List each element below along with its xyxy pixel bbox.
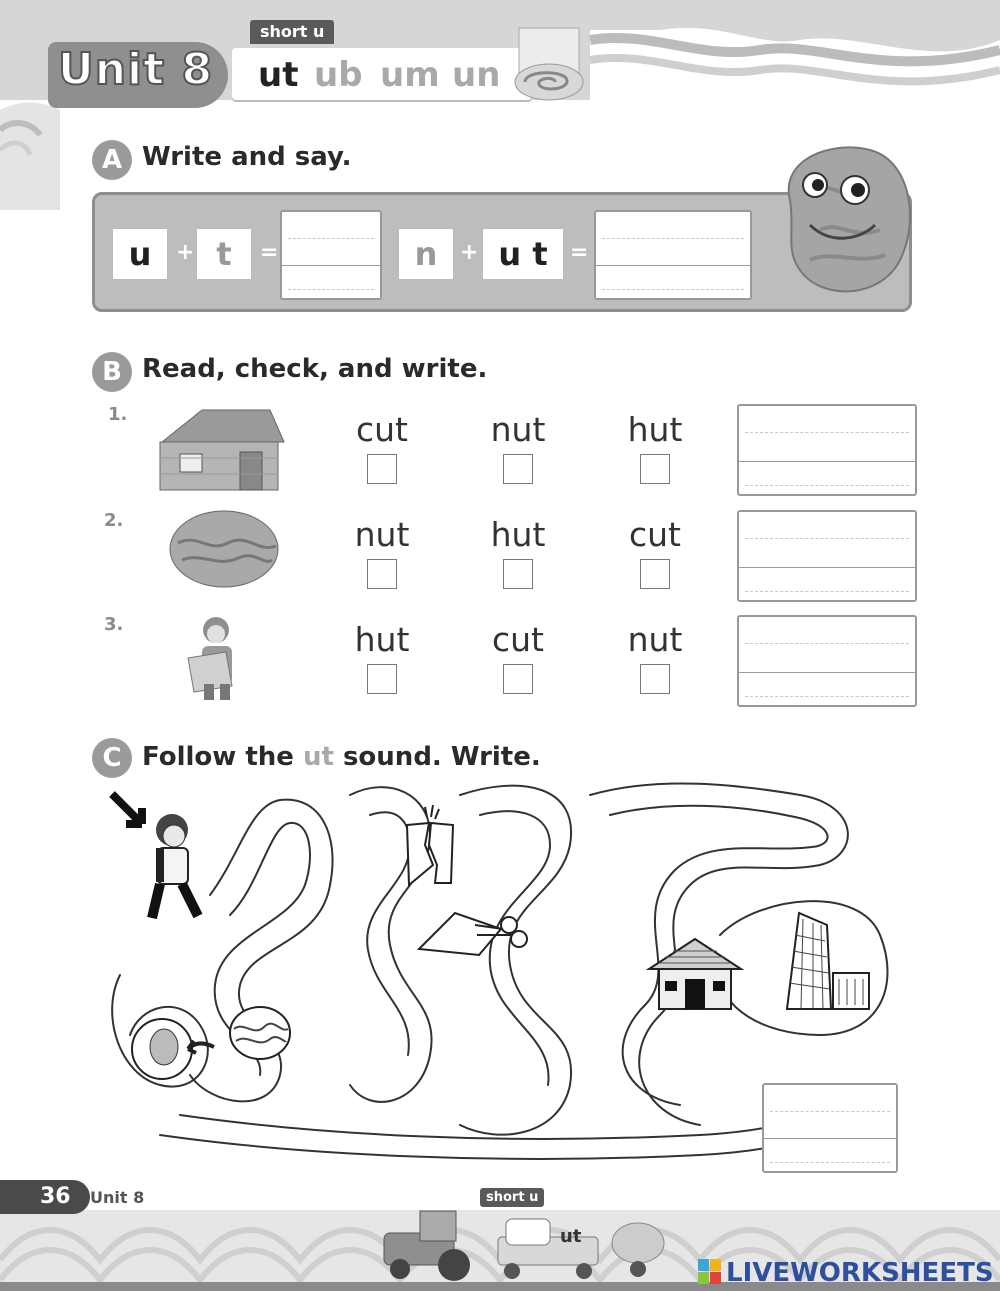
phonics-un: un — [452, 55, 501, 95]
liveworksheets-watermark: LIVEWORKSHEETS — [726, 1258, 994, 1288]
equals-sign: = — [570, 240, 589, 265]
phonics-tag: short u — [250, 20, 334, 44]
letter-tile-n: n — [398, 228, 454, 280]
answer-box-b2[interactable] — [737, 510, 917, 602]
phonics-um: um — [380, 55, 440, 95]
section-c-title — [142, 742, 541, 772]
checkbox[interactable] — [640, 454, 670, 484]
phonics-ut: ut — [258, 55, 299, 95]
walnut-mascot-icon — [770, 140, 920, 310]
nut-cracked-icon — [128, 995, 298, 1085]
footer-phonics-tag: short u — [480, 1188, 544, 1207]
hut-maze-icon — [645, 935, 745, 1015]
liveworksheets-logo-icon — [697, 1258, 723, 1286]
footer-sound: ut — [560, 1226, 582, 1247]
answer-box-c[interactable] — [762, 1083, 898, 1173]
section-b-badge: B — [92, 352, 132, 392]
checkbox[interactable] — [367, 664, 397, 694]
hut-picture-icon — [152, 402, 287, 494]
word-option: cut — [492, 620, 544, 659]
word-option: cut — [629, 515, 681, 554]
footer-unit-label: Unit 8 — [90, 1188, 145, 1207]
word-option: hut — [627, 410, 683, 449]
scissors-cutting-paper-icon — [415, 905, 530, 960]
letter-tile-u: u — [112, 228, 168, 280]
page-number: 36 — [40, 1184, 71, 1209]
checkbox[interactable] — [503, 559, 533, 589]
row-number: 2. — [104, 510, 124, 531]
checkbox[interactable] — [503, 664, 533, 694]
plus-sign: + — [176, 240, 195, 265]
word-option: nut — [354, 515, 410, 554]
boy-start-icon — [108, 790, 213, 930]
plus-sign: + — [460, 240, 479, 265]
row-number: 3. — [104, 614, 124, 635]
tractor-icon — [380, 1195, 670, 1285]
checkbox[interactable] — [640, 664, 670, 694]
letter-tile-ut: u t — [482, 228, 564, 280]
letter-tile-t: t — [196, 228, 252, 280]
word-option: nut — [627, 620, 683, 659]
section-c-title-pre: Follow the — [142, 742, 303, 772]
word-option: hut — [354, 620, 410, 659]
checkbox[interactable] — [367, 559, 397, 589]
nut-picture-icon — [168, 508, 283, 590]
answer-box-b3[interactable] — [737, 615, 917, 707]
section-c-title-highlight: ut — [302, 742, 334, 772]
section-b-title: Read, check, and write. — [142, 354, 488, 384]
answer-box-a1[interactable] — [280, 210, 382, 300]
section-c-title-post: sound. Write. — [333, 742, 541, 772]
word-option: nut — [490, 410, 546, 449]
answer-box-b1[interactable] — [737, 404, 917, 496]
section-a-title: Write and say. — [142, 142, 352, 172]
girl-cutting-paper-icon — [182, 612, 252, 702]
building-icon — [775, 905, 875, 1015]
word-option: hut — [490, 515, 546, 554]
section-a-badge: A — [92, 140, 132, 180]
scroll-roll-icon — [505, 20, 590, 105]
checkbox[interactable] — [640, 559, 670, 589]
checkbox[interactable] — [503, 454, 533, 484]
unit-title: Unit 8 — [58, 44, 214, 95]
section-c-badge: C — [92, 738, 132, 778]
word-option: cut — [356, 410, 408, 449]
equals-sign: = — [260, 240, 279, 265]
answer-box-a2[interactable] — [594, 210, 752, 300]
checkbox[interactable] — [367, 454, 397, 484]
row-number: 1. — [108, 404, 128, 425]
phonics-ub: ub — [314, 55, 363, 95]
torn-paper-icon — [395, 805, 465, 890]
